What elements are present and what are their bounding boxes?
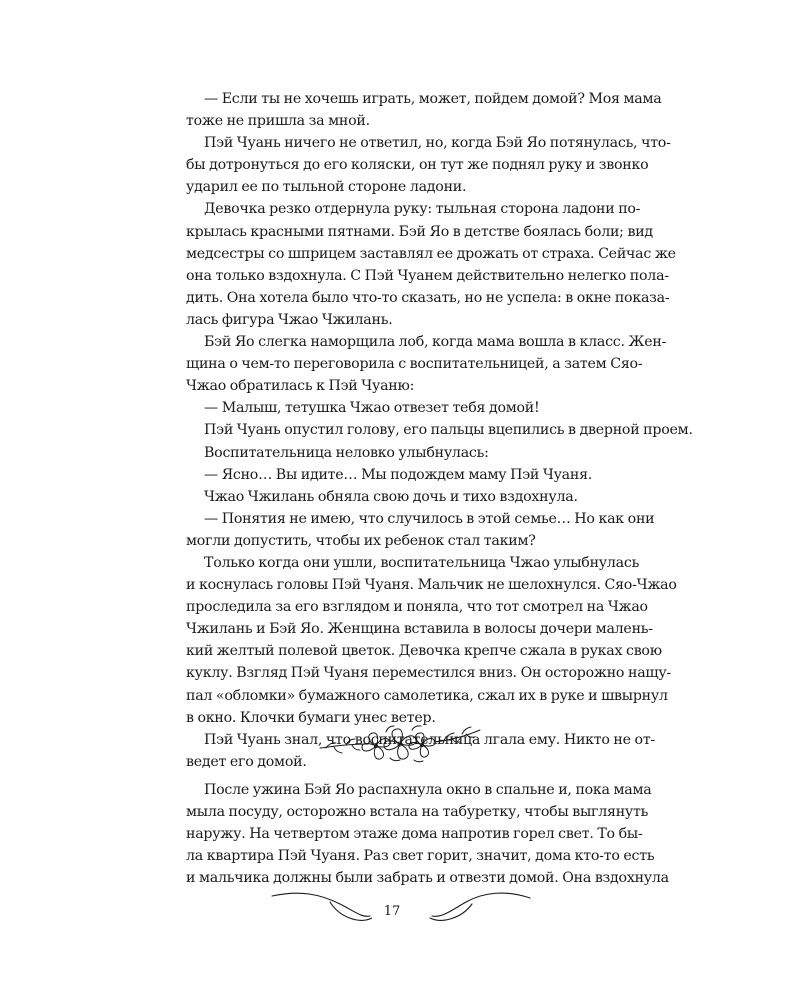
chapter-text-top [186,88,693,773]
text-line: и коснулась головы Пэй Чуаня. Мальчик не шелохнулся. Сяо-Чжао [186,577,677,594]
text-line: куклу. Взгляд Пэй Чуаня переместился вниз. Он осторожно нащу- [186,665,671,682]
text-line: проследила за его взглядом и поняла, что тот смотрел на Чжао [186,599,648,616]
paragraph [186,331,667,397]
text-line: дить. Она хотела было что-то сказать, но не успела: в окне показа- [186,289,670,306]
text-line: Пэй Чуань опустил голову, его пальцы вцепились в дверной проем. [204,422,693,439]
text-line: могли допустить, чтобы их ребенок стал таким? [186,532,536,549]
paragraph [186,442,614,464]
text-line: и мальчика должны были забрать и отвезти домой. Она вздохнула [186,870,669,887]
paragraph [186,88,662,132]
text-line: пал «обломки» бумажного самолетика, сжал их в руке и швырнул [186,687,668,704]
text-line: Бэй Яо слегка наморщила лоб, когда мама вошла в класс. Жен- [204,334,667,351]
text-line: она только вздохнула. С Пэй Чуанем действительно нелегко пола- [186,267,669,284]
floral-divider-icon [316,720,484,768]
paragraph [186,419,693,441]
text-line: бы дотронуться до его коляски, он тут же поднял руку и звонко [186,157,649,174]
paragraph [186,397,614,419]
text-line: — Понятия не имею, что случилось в этой семье… Но как они [204,510,655,527]
text-line: Чжао обратилась к Пэй Чуаню: [186,378,415,395]
text-line: Пэй Чуань ничего не ответил, но, когда Бэй Яо потянулась, что- [204,135,671,152]
text-line: ведет его домой. [186,753,307,770]
page-number: 17 [372,904,412,919]
text-line: медсестры со шприцем заставлял ее дрожать от страха. Сейчас же [186,245,676,262]
paragraph [186,486,614,508]
text-line: щина о чем-то переговорила с воспитательницей, а затем Сяо- [186,356,643,373]
text-line: Воспитательница неловко улыбнулась: [204,444,489,461]
text-line: После ужина Бэй Яо распахнула окно в спальне и, пока мама [204,782,652,798]
text-line: Девочка резко отдернула руку: тыльная сторона ладони по- [204,201,641,218]
paragraph [186,552,677,729]
text-line: тоже не пришла за мной. [186,113,370,130]
paragraph [186,464,614,486]
text-line: Пэй Чуань знал, что воспитательница лгала ему. Никто не от- [204,731,655,748]
text-line: лась фигура Чжао Чжилань. [186,311,393,328]
text-line: ударил ее по тыльной стороне ладони. [186,179,467,196]
text-line: — Если ты не хочешь играть, может, пойдем домой? Моя мама [204,91,662,107]
paragraph [186,779,669,889]
text-line: мыла посуду, осторожно встала на табуретку, чтобы выглянуть [186,804,649,821]
text-line: Чжилань и Бэй Яо. Женщина вставила в волосы дочери малень- [186,621,653,638]
text-line: ла квартира Пэй Чуаня. Раз свет горит, значит, дома кто-то есть [186,848,655,865]
text-line: крылась красными пятнами. Бэй Яо в детстве боялась боли; вид [186,223,653,240]
text-line: Только когда они ушли, воспитательница Чжао улыбнулась [204,554,640,571]
paragraph [186,132,671,198]
paragraph [186,508,655,552]
text-line: — Ясно… Вы идите… Мы подождем маму Пэй Чуаня. [204,466,593,483]
chapter-text-bottom [186,779,669,889]
text-line: — Малыш, тетушка Чжао отвезет тебя домой! [204,400,540,417]
text-line: Чжао Чжилань обняла свою дочь и тихо вздохнула. [204,488,578,505]
paragraph [186,198,676,331]
text-line: кий желтый полевой цветок. Девочка крепче сжала в руках свою [186,643,662,660]
text-line: наружу. На четвертом этаже дома напротив горел свет. То бы- [186,826,643,843]
text-line: в окно. Клочки бумаги унес ветер. [186,709,436,726]
